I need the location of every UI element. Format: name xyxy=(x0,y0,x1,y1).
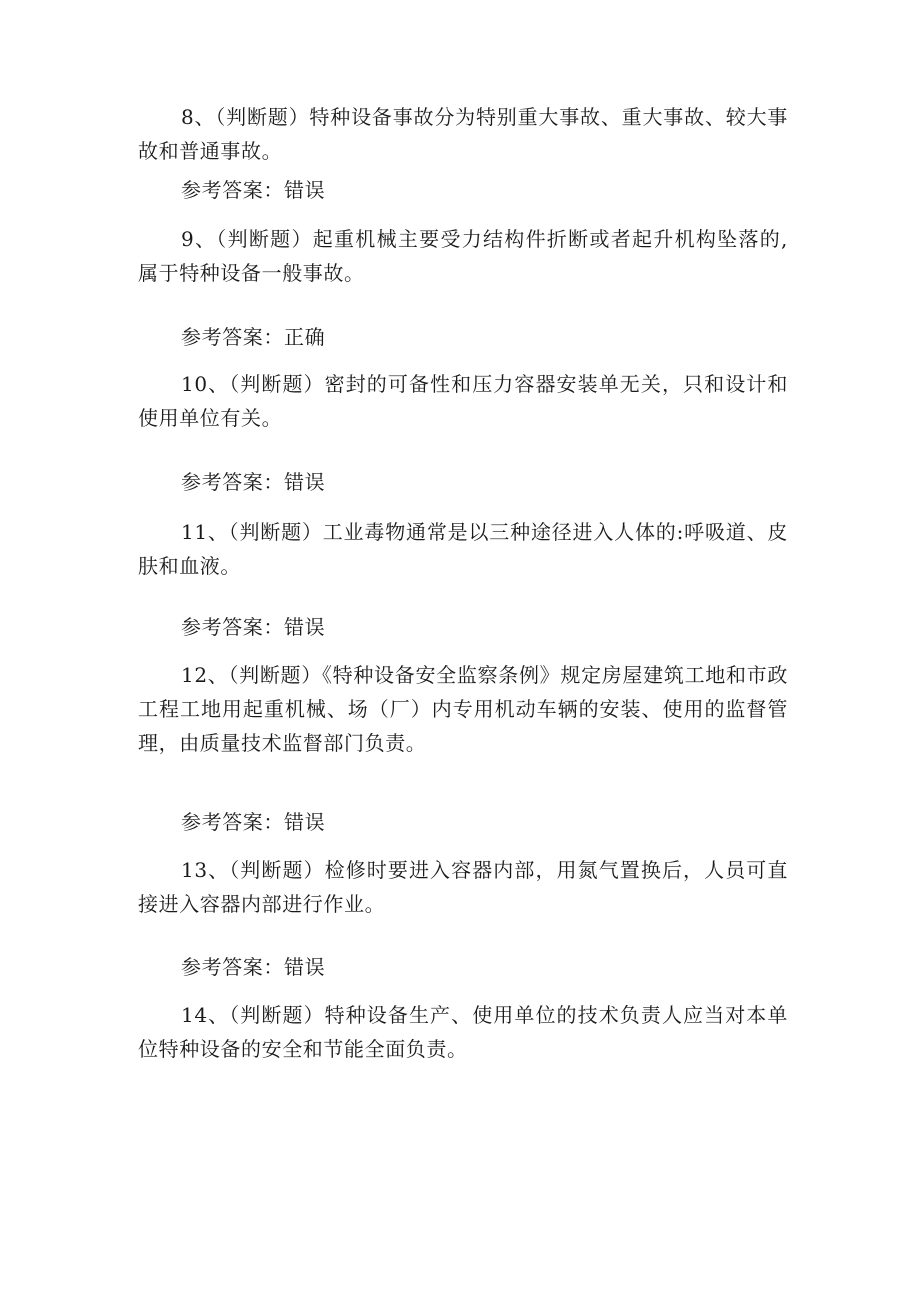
answer-label: 参考答案： xyxy=(181,325,284,349)
answer-8 xyxy=(181,173,788,207)
answer-13 xyxy=(181,950,788,984)
answer-11 xyxy=(181,610,788,644)
answer-12 xyxy=(181,805,788,839)
answer-value: 错误 xyxy=(284,810,326,834)
question-14: 14、（判断题）特种设备生产、使用单位的技术负责人应当对本单位特种设备的安全和节能全面负责。 xyxy=(138,1003,788,1061)
question-12: 12、（判断题）《特种设备安全监察条例》规定房屋建筑工地和市政工程工地用起重机械、场（厂）内专用机动车辆的安装、使用的监督管理，由质量技术监督部门负责。 xyxy=(138,663,788,755)
question-10: 10、（判断题）密封的可备性和压力容器安装单无关，只和设计和使用单位有关。 xyxy=(138,372,788,430)
answer-label: 参考答案： xyxy=(181,178,284,202)
answer-value: 错误 xyxy=(284,470,326,494)
answer-label: 参考答案： xyxy=(181,955,284,979)
question-8: 8、（判断题）特种设备事故分为特别重大事故、重大事故、较大事故和普通事故。 xyxy=(138,105,788,163)
answer-label: 参考答案： xyxy=(181,470,284,494)
answer-9 xyxy=(181,320,788,354)
question-13: 13、（判断题）检修时要进入容器内部，用氮气置换后，人员可直接进入容器内部进行作业。 xyxy=(138,858,788,916)
answer-value: 错误 xyxy=(284,615,326,639)
answer-label: 参考答案： xyxy=(181,810,284,834)
question-11: 11、（判断题）工业毒物通常是以三种途径进入人体的:呼吸道、皮肤和血液。 xyxy=(138,520,788,578)
answer-value: 错误 xyxy=(284,178,326,202)
question-9: 9、（判断题）起重机械主要受力结构件折断或者起升机构坠落的,属于特种设备一般事故。 xyxy=(138,227,788,285)
answer-value: 错误 xyxy=(284,955,326,979)
answer-value: 正确 xyxy=(284,325,326,349)
answer-label: 参考答案： xyxy=(181,615,284,639)
answer-10 xyxy=(181,465,788,499)
